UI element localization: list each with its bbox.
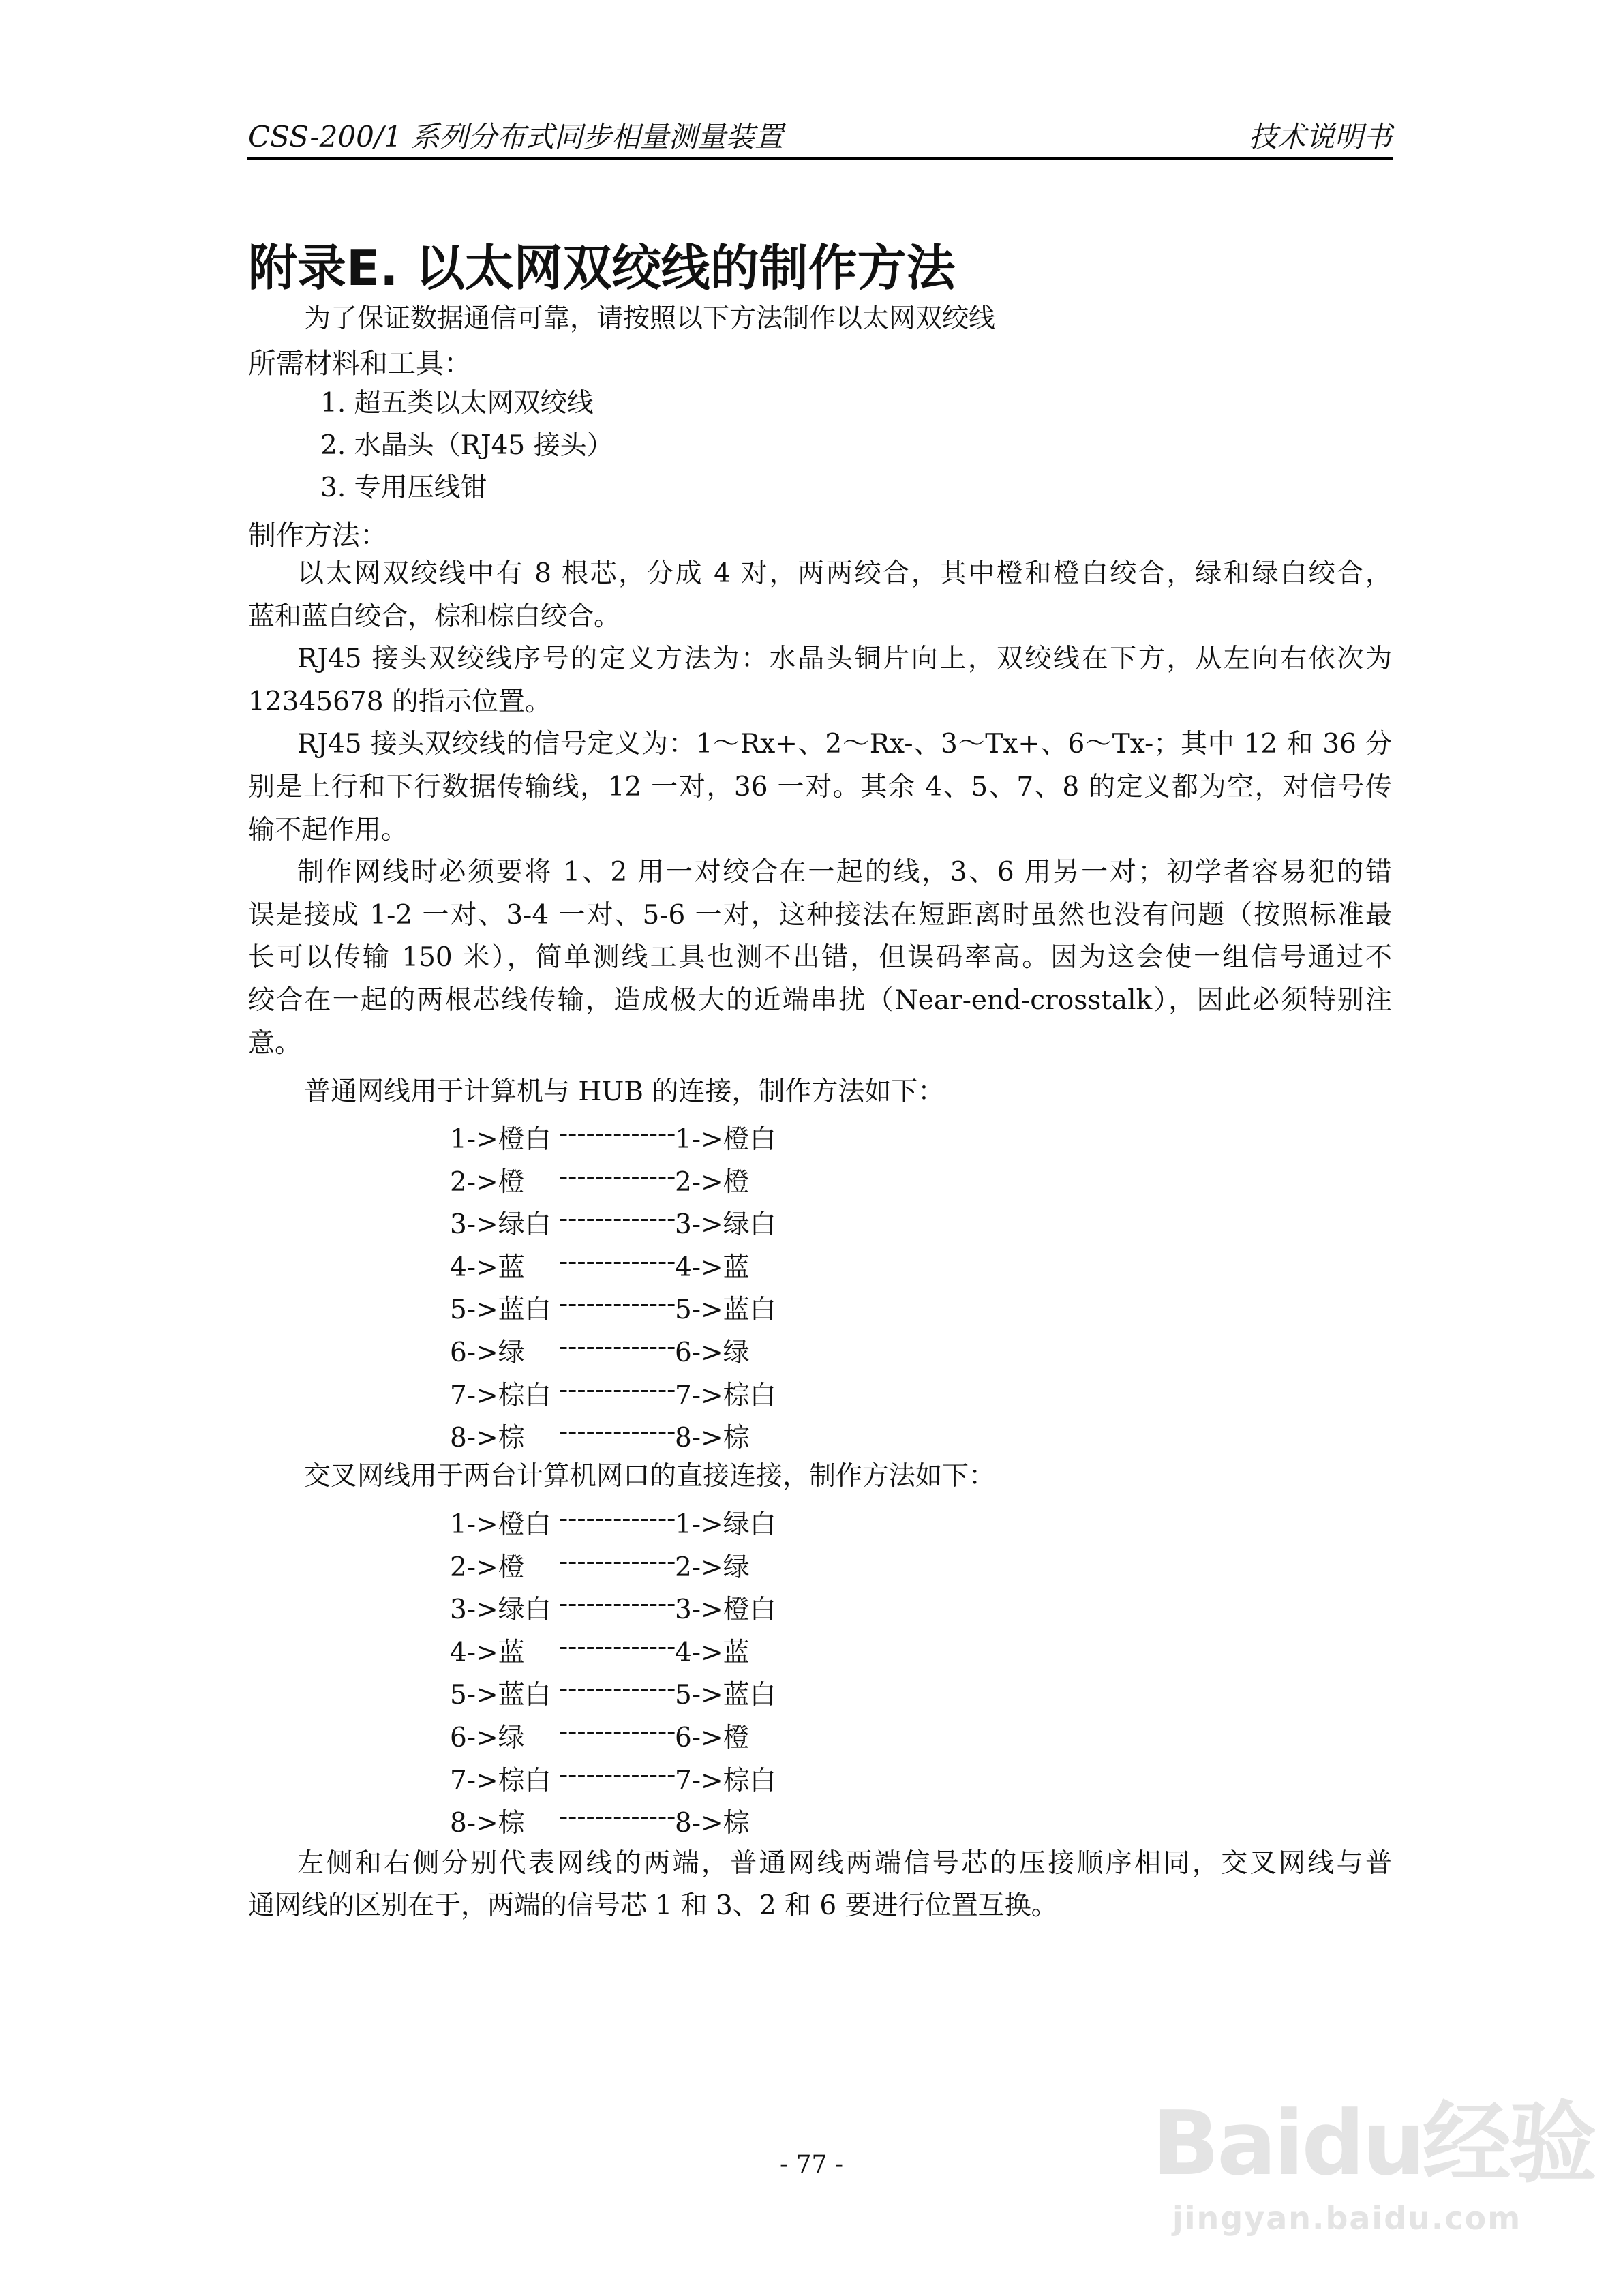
wire-dashes: ------------- [559,1503,676,1534]
wire-left-end: 3->绿白 [450,1595,551,1626]
page-number: - 77 - [779,2151,844,2179]
wire-right-end: 8->棕 [675,1423,750,1454]
wire-left-end: 7->棕白 [450,1765,551,1796]
paragraph-line: 意。 [248,1027,302,1059]
wire-right-end: 2->绿 [675,1552,750,1583]
crossover-cable-intro: 交叉网线用于两台计算机网口的直接连接，制作方法如下： [304,1461,996,1492]
conclusion-line: 左侧和右侧分别代表网线的两端，普通网线两端信号芯的压接顺序相同，交叉网线与普 [297,1848,1392,1879]
wire-right-end: 1->橙白 [675,1124,776,1155]
straight-cable-intro: 普通网线用于计算机与 HUB 的连接，制作方法如下： [304,1076,945,1107]
wire-right-end: 6->橙 [675,1723,750,1753]
materials-item: 3. 专用压线钳 [320,472,487,503]
paragraph-line: RJ45 接头双绞线序号的定义方法为：水晶头铜片向上，双绞线在下方，从左向右依次为 [297,644,1392,675]
method-heading: 制作方法： [248,519,388,552]
wire-left-end: 4->蓝 [450,1252,525,1283]
paragraph-line: 误是接成 1-2 一对、3-4 一对、5-6 一对，这种接法在短距离时虽然也没有问题（按照标准最 [248,899,1393,931]
wire-right-end: 5->蓝白 [675,1680,776,1711]
wire-right-end: 4->蓝 [675,1637,750,1668]
page-title: 附录E. 以太网双绞线的制作方法 [248,239,956,297]
wire-dashes: ------------- [559,1288,676,1320]
wire-right-end: 6->绿 [675,1338,750,1368]
wire-right-end: 1->绿白 [675,1509,776,1540]
wire-left-end: 2->橙 [450,1552,525,1583]
wire-dashes: ------------- [559,1374,676,1405]
wire-dashes: ------------- [559,1802,676,1833]
wire-dashes: ------------- [559,1203,676,1235]
wire-dashes: ------------- [559,1717,676,1747]
wire-dashes: ------------- [559,1545,676,1577]
paragraph-line: 别是上行和下行数据传输线，12 一对，36 一对。其余 4、5、7、8 的定义都为空，对信号传 [248,772,1392,802]
wire-dashes: ------------- [559,1759,676,1790]
paragraph-line: 制作网线时必须要将 1、2 用一对绞合在一起的线，3、6 用另一对；初学者容易犯的错 [297,857,1392,888]
conclusion-line: 通网线的区别在于，两端的信号芯 1 和 3、2 和 6 要进行位置互换。 [248,1890,1058,1921]
materials-heading: 所需材料和工具： [248,347,472,380]
wire-left-end: 1->橙白 [450,1509,551,1540]
wire-left-end: 2->橙 [450,1166,525,1198]
wire-left-end: 3->绿白 [450,1209,551,1241]
wire-dashes: ------------- [559,1160,676,1192]
header-manual-label: 技术说明书 [1248,120,1392,153]
baidu-watermark [1152,2072,1594,2237]
paragraph-line: 以太网双绞线中有 8 根芯，分成 4 对，两两绞合，其中橙和橙白绞合，绿和绿白绞合， [297,558,1392,589]
wire-right-end: 3->橙白 [675,1595,776,1626]
wire-left-end: 7->棕白 [450,1380,551,1411]
wire-right-end: 8->棕 [675,1808,750,1839]
wire-dashes: ------------- [559,1631,676,1662]
wire-dashes: ------------- [559,1674,676,1705]
wire-right-end: 5->蓝白 [675,1295,776,1326]
wire-left-end: 8->棕 [450,1808,525,1839]
header-rule [247,157,1393,160]
watermark-brand: Baidu经验 [1152,2091,1594,2195]
wire-left-end: 8->棕 [450,1423,525,1454]
wire-right-end: 7->棕白 [675,1765,776,1796]
intro-text: 为了保证数据通信可靠，请按照以下方法制作以太网双绞线 [304,303,996,334]
wire-right-end: 2->橙 [675,1166,750,1198]
wire-right-end: 3->绿白 [675,1209,776,1241]
wire-left-end: 6->绿 [450,1723,525,1753]
header-document-title: CSS-200/1 系列分布式同步相量测量装置 [248,120,784,153]
paragraph-line: 蓝和蓝白绞合，棕和棕白绞合。 [248,601,621,632]
materials-item: 2. 水晶头（RJ45 接头） [320,430,613,461]
wire-left-end: 1->橙白 [450,1124,551,1155]
paragraph-line: RJ45 接头双绞线的信号定义为：1～Rx+、2～Rx-、3～Tx+、6～Tx-；其中 12 和 36 分 [297,729,1392,760]
wire-right-end: 7->棕白 [675,1380,776,1411]
wire-left-end: 4->蓝 [450,1637,525,1668]
paragraph-line: 输不起作用。 [248,814,408,845]
wire-dashes: ------------- [559,1245,676,1277]
paragraph-line: 绞合在一起的两根芯线传输，造成极大的近端串扰（Near-end-crosstalk），因此必须特别注 [248,985,1392,1016]
materials-item: 1. 超五类以太网双绞线 [320,388,594,419]
watermark-url: jingyan.baidu.com [1172,2200,1522,2237]
wire-left-end: 5->蓝白 [450,1295,551,1326]
wire-dashes: ------------- [559,1118,676,1149]
wire-dashes: ------------- [559,1417,676,1448]
wire-right-end: 4->蓝 [675,1252,750,1283]
paragraph-line: 12345678 的指示位置。 [248,686,551,717]
wire-left-end: 6->绿 [450,1338,525,1368]
wire-dashes: ------------- [559,1331,676,1362]
wire-left-end: 5->蓝白 [450,1680,551,1711]
wire-dashes: ------------- [559,1588,676,1620]
paragraph-line: 长可以传输 150 米），简单测线工具也测不出错，但误码率高。因为这会使一组信号通过不 [248,942,1392,973]
